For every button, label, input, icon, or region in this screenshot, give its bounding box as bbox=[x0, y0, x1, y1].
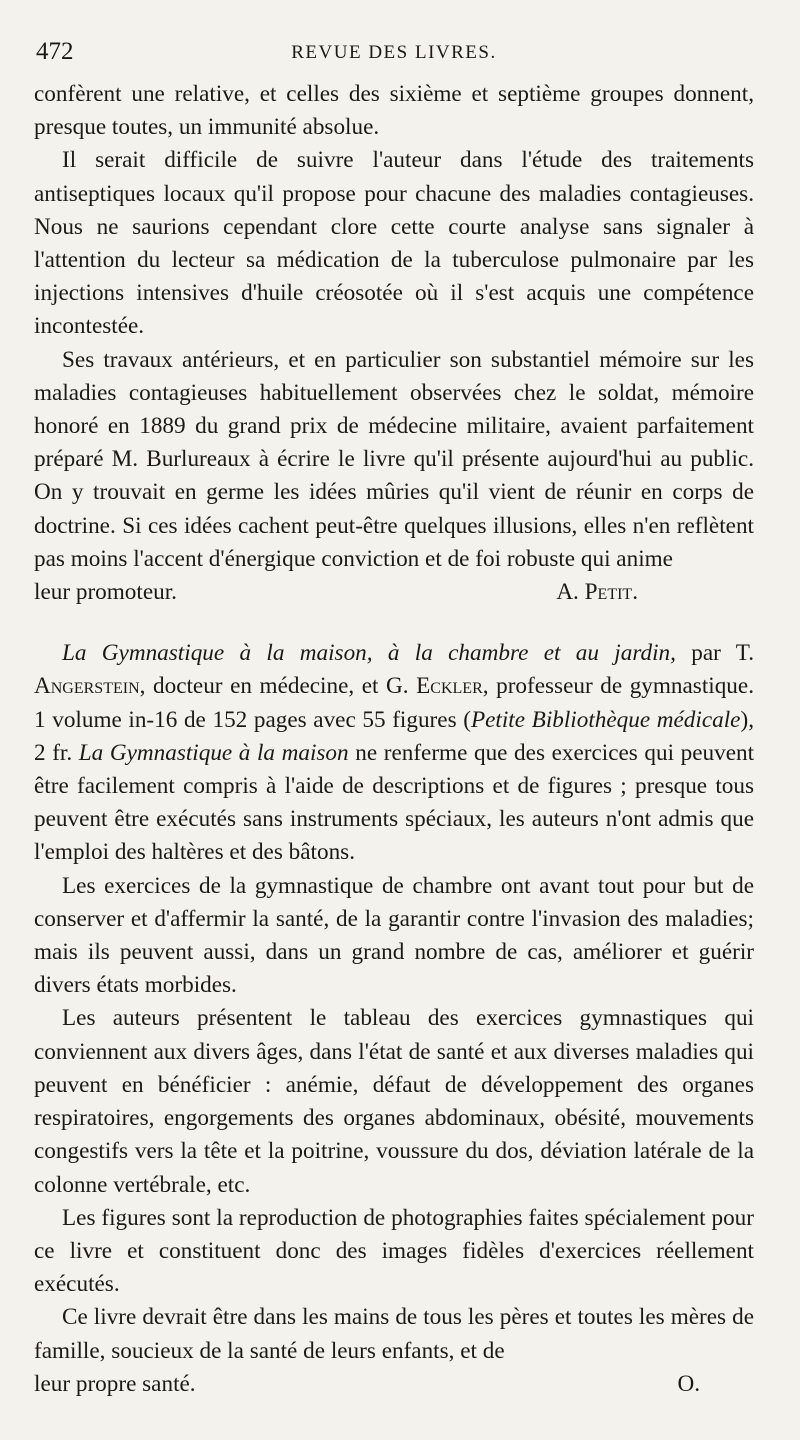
paragraph: Ses travaux antérieurs, et en particulier son substantiel mémoire sur les maladies contagieuses habituellement observées chez le soldat, mémoire honoré en 1889 du grand prix de médecine militaire, avaient parfaitement préparé M. Burlureaux à écrire le livre qu'il présente aujourd'hui au public. On y trouvait en germe les idées mûries qu'il vient de réunir en corps de doctrine. Si ces idées cachent peut-être quelques illusions, elles n'en reflètent pas moins l'accent d'énergique conviction et de foi robuste qui anime bbox=[34, 346, 754, 572]
review-burlureaux bbox=[34, 78, 754, 609]
running-title: REVUE DES LIVRES. bbox=[291, 42, 497, 63]
closing-text: leur propre santé. bbox=[34, 1370, 196, 1397]
collection-name: Petite Bibliothèque médicale bbox=[470, 706, 741, 733]
section-gap bbox=[34, 609, 754, 637]
page-body bbox=[34, 78, 754, 1401]
paragraph: Ce livre devrait être dans les mains de tous les pères et toutes les mères de famille, soucieux de la santé de leurs enfants, et de bbox=[34, 1304, 754, 1364]
paragraph-closing-line bbox=[34, 576, 754, 609]
paragraph: Il serait difficile de suivre l'auteur dans l'étude des traitements antiseptiques locaux qu'il propose pour chacune des maladies contagieuses. Nous ne saurions cependant clore cette courte analyse sans signaler à l'attention du lecteur sa médication de la tuberculose pulmonaire par les injections intensives d'huile créosotée où il s'est acquis une compétence incontestée. bbox=[34, 147, 754, 340]
paragraph: Les figures sont la reproduction de photographies faites spécialement pour ce livre et constituent donc des images fidèles d'exercices réellement exécutés. bbox=[34, 1204, 754, 1298]
paragraph: Les exercices de la gymnastique de chambre ont avant tout pour but de conserver et d'affermir la santé, de la garantir contre l'invasion des maladies; mais ils peuvent aussi, dans un grand nombre de cas, améliorer et guérir divers états morbides. bbox=[34, 872, 754, 999]
author-name: Angerstein bbox=[34, 673, 140, 700]
book-citation-paragraph: La Gymnastique à la maison, à la chambre et au jardin, par T. Angerstein, docteur en médecine, et G. Eckler, professeur de gymnastique. 1 volume in-16 de 152 pages avec 55 figures (Petite Bibliothèque médicale), 2 fr. La Gymnastique à la maison ne renferme que des exercices qui peuvent être facilement compris à l'aide de descriptions et de figures ; presque tous peuvent être exécutés sans instruments spéciaux, les auteurs n'ont admis que l'emploi des haltères et des bâtons. bbox=[34, 640, 755, 866]
page-number: 472 bbox=[36, 38, 74, 65]
paragraph: Les auteurs présentent le tableau des exercices gymnastiques qui conviennent aux divers âges, dans l'état de santé et aux diverses maladies qui peuvent en bénéficier : anémie, défaut de développement des organes respiratoires, engorgements des organes abdominaux, obésité, mouvements congestifs vers la tête et la poitrine, voussure du dos, déviation latérale de la colonne vertébrale, etc. bbox=[34, 1005, 754, 1198]
author-name: Eckler bbox=[416, 673, 483, 700]
closing-text: leur promoteur. bbox=[34, 579, 177, 606]
price: ), 2 fr. bbox=[34, 706, 754, 766]
paragraph: confèrent une relative, et celles des sixième et septième groupes donnent, presque toutes, un immunité absolue. bbox=[34, 81, 754, 141]
reviewer-signature: O. bbox=[677, 1370, 700, 1397]
paragraph-closing-line bbox=[34, 1368, 754, 1401]
book-title: La Gymnastique à la maison, à la chambre et au jardin, bbox=[62, 640, 676, 667]
reviewer-signature: A. Petit. bbox=[556, 579, 638, 606]
running-header bbox=[34, 38, 754, 78]
review-gymnastique bbox=[34, 637, 754, 1401]
short-title: La Gymnastique à la maison bbox=[78, 739, 349, 766]
